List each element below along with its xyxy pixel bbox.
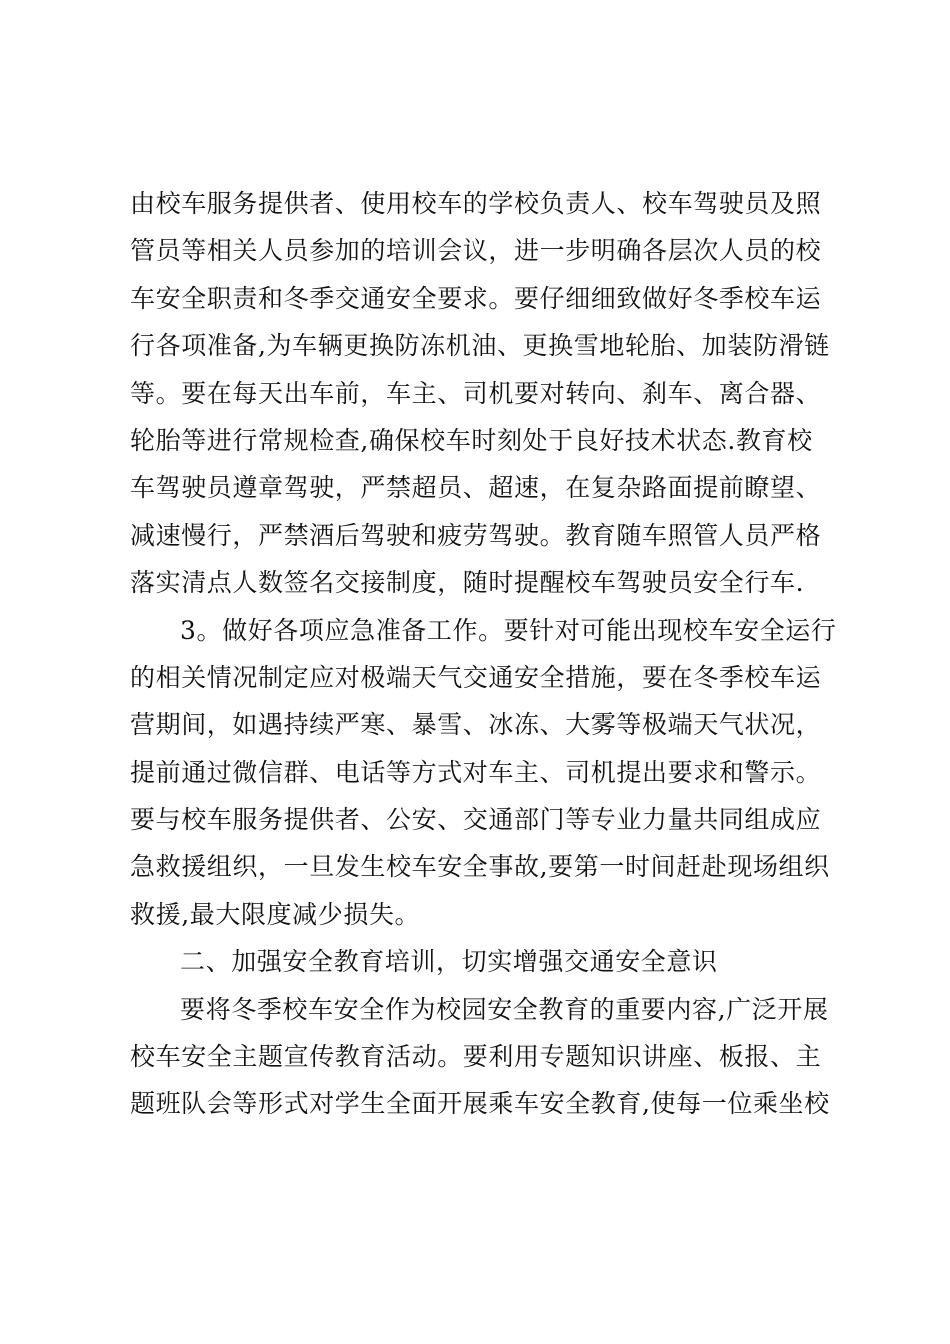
text-line: 车安全职责和冬季交通安全要求。要仔细细致做好冬季校车运: [130, 283, 822, 313]
text-line: 校车安全主题宣传教育活动。要利用专题知识讲座、板报、主: [130, 1042, 822, 1072]
text-line: 减速慢行，严禁酒后驾驶和疲劳驾驶。教育随车照管人员严格: [130, 520, 822, 550]
text-line: 要与校车服务提供者、公安、交通部门等专业力量共同组成应: [130, 805, 822, 835]
text-line: 车驾驶员遵章驾驶，严禁超员、超速，在复杂路面提前瞭望、: [130, 473, 822, 503]
text-line: 行各项准备,为车辆更换防冻机油、更换雪地轮胎、加装防滑链: [130, 331, 830, 361]
section-heading: 二、加强安全教育培训，切实增强交通安全意识: [180, 947, 718, 977]
text-line: 等。要在每天出车前，车主、司机要对转向、刹车、离合器、: [130, 378, 822, 408]
text-line: 题班队会等形式对学生全面开展乘车安全教育,使每一位乘坐校: [130, 1089, 830, 1119]
text-line: 提前通过微信群、电话等方式对车主、司机提出要求和警示。: [130, 757, 822, 787]
text-line: 由校车服务提供者、使用校车的学校负责人、校车驾驶员及照: [130, 189, 822, 218]
text-line: 营期间，如遇持续严寒、暴雪、冰冻、大雾等极端天气状况，: [130, 710, 822, 740]
text-line: 救援,最大限度减少损失。: [130, 899, 421, 929]
text-line: 轮胎等进行常规检查,确保校车时刻处于良好技术状态.教育校: [130, 425, 813, 455]
text-line: 的相关情况制定应对极端天气交通安全措施，要在冬季校车运: [130, 662, 822, 692]
document-body: [130, 180, 837, 1128]
text-line: 急救援组织，一旦发生校车安全事故,要第一时间赶赴现场组织: [130, 852, 830, 882]
paragraph-start-line: 3。做好各项应急准备工作。要针对可能出现校车安全运行: [180, 615, 837, 645]
paragraph-start-line: 要将冬季校车安全作为校园安全教育的重要内容,广泛开展: [180, 994, 829, 1024]
text-line: 管员等相关人员参加的培训会议，进一步明确各层次人员的校: [130, 236, 822, 266]
text-line: 落实清点人数签名交接制度，随时提醒校车驾驶员安全行车.: [130, 568, 805, 598]
